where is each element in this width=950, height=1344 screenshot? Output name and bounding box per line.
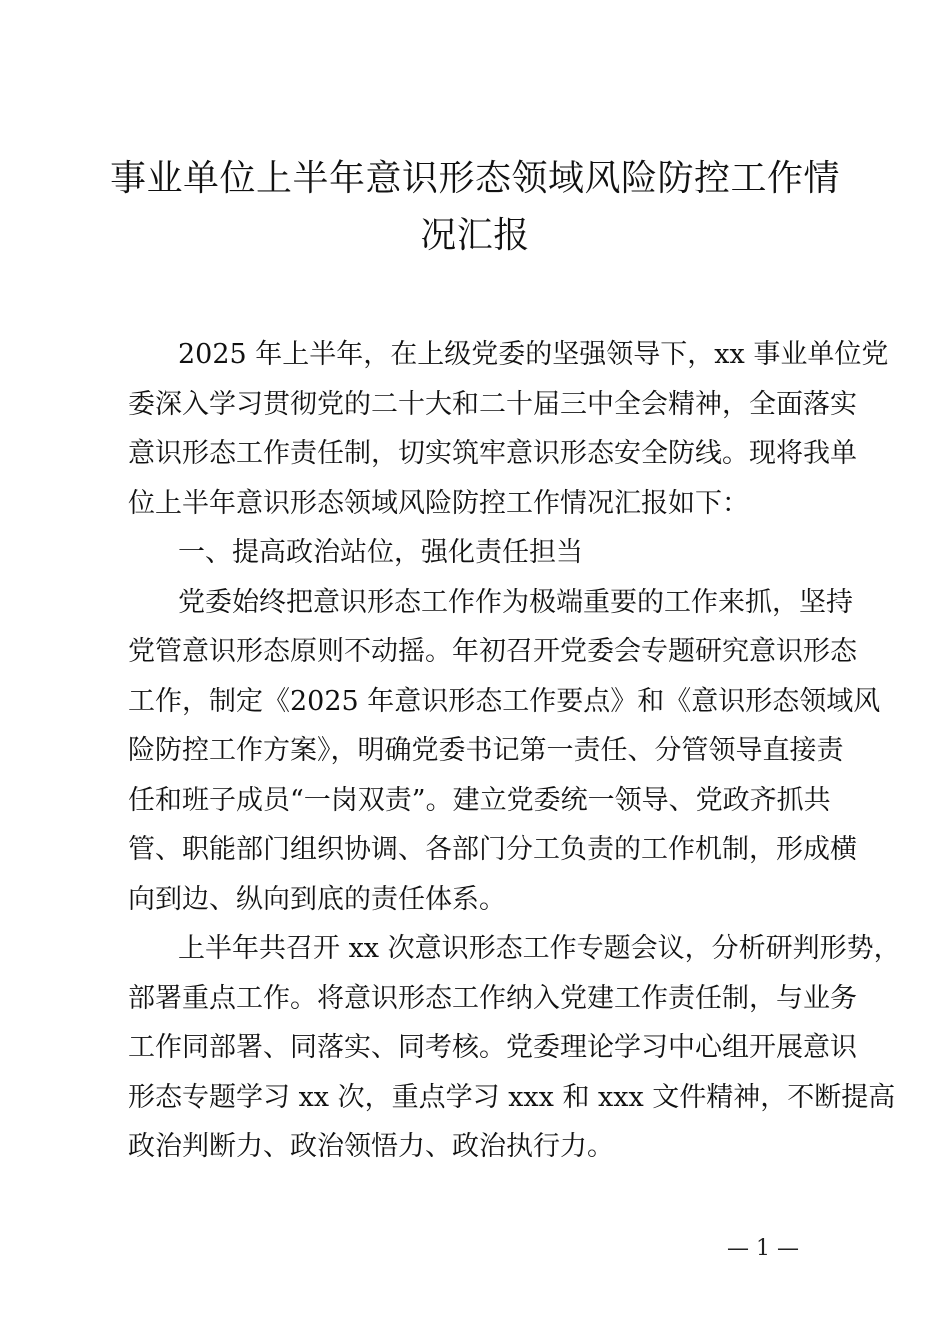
title-line: 事业单位上半年意识形态领域风险防控工作情 — [110, 158, 841, 199]
page-number: — 1 — — [727, 1236, 799, 1261]
paragraph-line: 委深入学习贯彻党的二十大和二十届三中全会精神，全面落实 — [128, 388, 857, 420]
paragraph-line: 工作，制定《2025 年意识形态工作要点》和《意识形态领域风 — [128, 685, 881, 717]
document-title — [110, 150, 840, 264]
paragraph-line: 党委始终把意识形态工作作为极端重要的工作来抓，坚持 — [178, 586, 853, 618]
paragraph-line: 任和班子成员“一岗双责”。建立党委统一领导、党政齐抓共 — [128, 784, 831, 816]
paragraph-line: 向到边、纵向到底的责任体系。 — [128, 883, 506, 915]
paragraph-line: 党管意识形态原则不动摇。年初召开党委会专题研究意识形态 — [128, 636, 857, 667]
paragraph-line: 位上半年意识形态领域风险防控工作情况汇报如下： — [128, 487, 749, 519]
paragraph-line: 管、职能部门组织协调、各部门分工负责的工作机制，形成横 — [128, 834, 857, 865]
paragraph-line: 2025 年上半年，在上级党委的坚强领导下，xx 事业单位党 — [178, 339, 889, 370]
paragraph-line: 意识形态工作责任制，切实筑牢意识形态安全防线。现将我单 — [128, 438, 857, 469]
paragraph-line: 上半年共召开 xx 次意识形态工作专题会议，分析研判形势， — [178, 933, 901, 964]
section-heading: 一、提高政治站位，强化责任担当 — [178, 537, 583, 568]
paragraph-line: 险防控工作方案》，明确党委书记第一责任、分管领导直接责 — [128, 735, 844, 766]
paragraph-line: 部署重点工作。将意识形态工作纳入党建工作责任制，与业务 — [128, 982, 857, 1014]
paragraph-line: 工作同部署、同落实、同考核。党委理论学习中心组开展意识 — [128, 1032, 857, 1063]
title-line: 况汇报 — [420, 215, 530, 256]
paragraph-line: 政治判断力、政治领悟力、政治执行力。 — [128, 1131, 614, 1162]
paragraph-line: 形态专题学习 xx 次，重点学习 xxx 和 xxx 文件精神，不断提高 — [128, 1081, 896, 1113]
document-body — [128, 330, 901, 1172]
